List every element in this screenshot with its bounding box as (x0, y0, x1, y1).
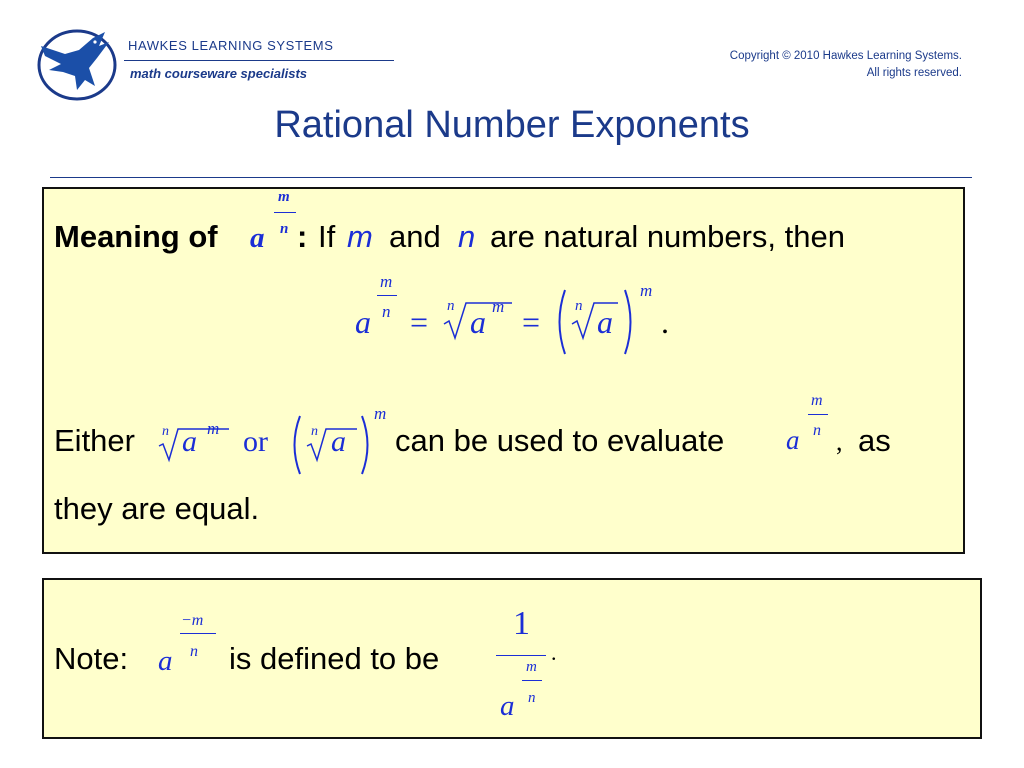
definition-if: If (318, 219, 336, 254)
title-divider (50, 177, 972, 178)
note-frac-numerator: 1 (513, 605, 530, 642)
either-root1-index: n (162, 424, 169, 439)
evaluate-exp-den: n (813, 422, 821, 439)
evaluate-text: can be used to evaluate (395, 423, 725, 458)
definition-and: and (389, 219, 441, 254)
eq-equals-1: = (410, 304, 429, 340)
conclusion-text: they are equal. (54, 491, 260, 526)
copyright-notice (730, 48, 962, 82)
left-paren-icon (288, 414, 302, 476)
page-title: Rational Number Exponents (274, 104, 750, 146)
definition-heading (54, 219, 218, 255)
definition-colon: : (297, 219, 308, 254)
left-paren-icon (552, 288, 568, 356)
either-paren-exp: m (374, 404, 387, 423)
evaluate-exp-num: m (811, 392, 823, 409)
as-text: as (858, 423, 891, 458)
brand-name: HAWKES LEARNING SYSTEMS (128, 38, 334, 53)
eq-root1-base: a (470, 304, 486, 340)
note-denom-base: a (500, 690, 515, 722)
note-text: is defined to be (229, 641, 440, 676)
note-denom-exp-bar (522, 680, 542, 681)
eq-exp-bar (377, 295, 397, 296)
note-exp-num: −m (181, 612, 204, 629)
evaluate-exp-bar (808, 414, 828, 415)
heading-exp-den: n (280, 221, 289, 237)
eq-root2-index: n (575, 298, 583, 314)
note-label: Note: (54, 641, 129, 676)
note-denom-exp-num: m (526, 659, 537, 675)
note-period: . (551, 640, 557, 665)
note-frac-bar (496, 655, 546, 656)
eq-period: . (661, 304, 669, 340)
note-denom-exp-den: n (528, 690, 536, 706)
copyright-line-2: All rights reserved. (866, 67, 962, 79)
note-exp-bar (180, 633, 216, 634)
either-root1-base: a (182, 425, 197, 458)
brand-tagline: math courseware specialists (130, 66, 308, 81)
heading-base: a (250, 222, 265, 254)
right-paren-icon (360, 414, 374, 476)
eq-exp-num: m (380, 272, 393, 291)
eq-equals-2: = (522, 304, 541, 340)
heading-exp-num: m (278, 189, 290, 205)
either-root2-index: n (311, 424, 318, 439)
brand-divider (124, 60, 394, 61)
evaluate-comma: , (836, 427, 843, 456)
either-root2-base: a (331, 425, 346, 458)
definition-label: Meaning of (54, 219, 218, 254)
definition-intro-rest: are natural numbers, then (490, 219, 845, 254)
note-exp-den: n (190, 643, 198, 660)
eq-base: a (355, 304, 371, 340)
either-text: Either (54, 423, 135, 458)
definition-var-n: n (458, 219, 476, 254)
eq-root1-index: n (447, 298, 455, 314)
definition-var-m: m (347, 219, 373, 254)
either-or: or (243, 425, 268, 458)
eq-paren-exp: m (640, 281, 653, 300)
eagle-logo-icon (35, 28, 119, 102)
eq-root1-exp: m (492, 297, 505, 316)
eq-root2-base: a (597, 304, 613, 340)
note-base: a (158, 645, 173, 677)
copyright-line-1: Copyright © 2010 Hawkes Learning Systems. (729, 50, 962, 62)
eq-exp-den: n (382, 302, 391, 321)
heading-exp-bar (274, 212, 296, 213)
evaluate-base: a (786, 425, 800, 455)
either-root1-exp: m (207, 419, 220, 438)
right-paren-icon (622, 288, 638, 356)
